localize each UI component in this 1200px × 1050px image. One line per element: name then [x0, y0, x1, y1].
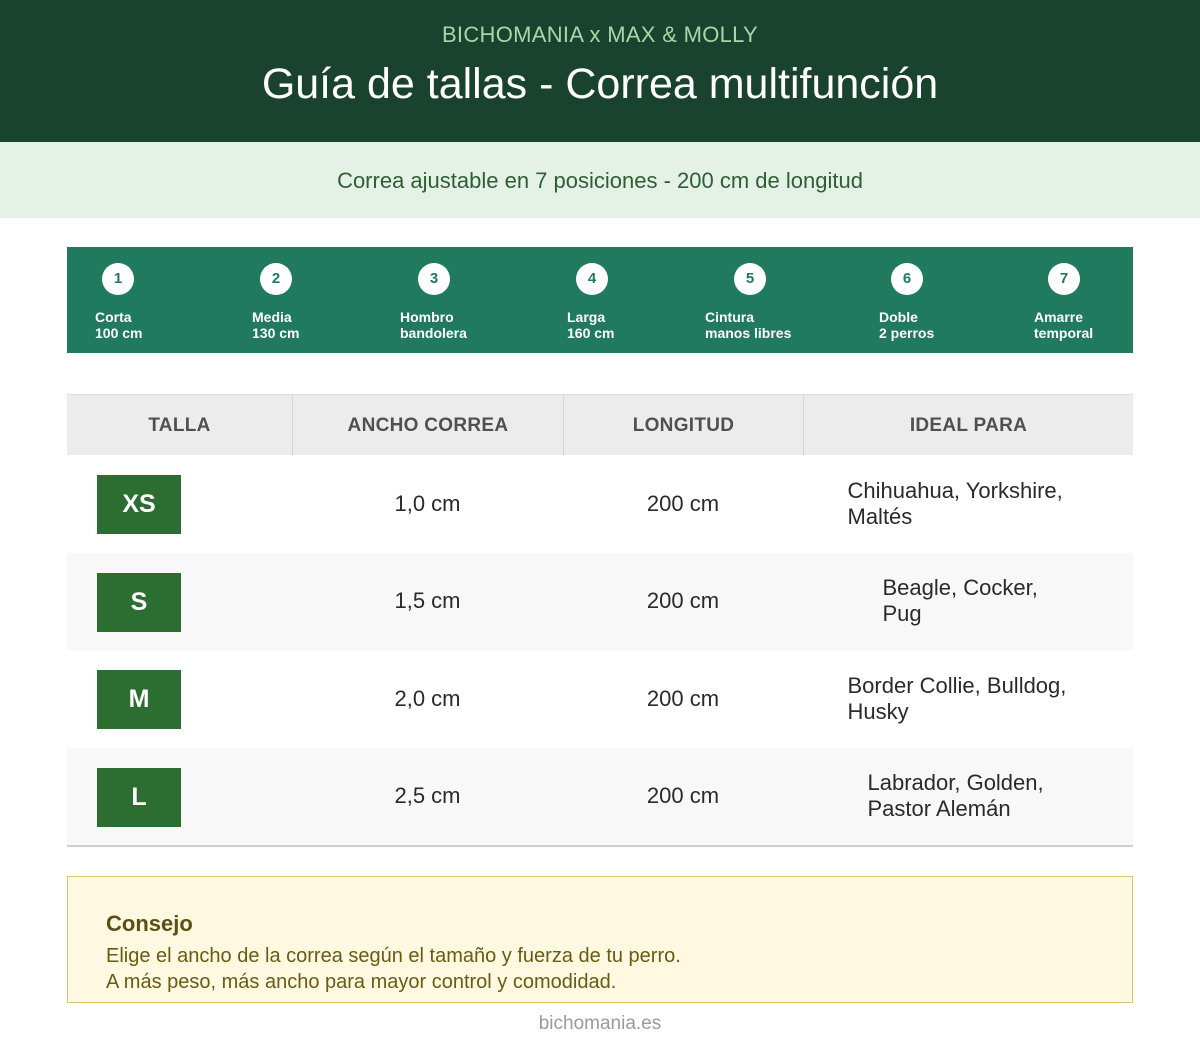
position-number-badge: 7 — [1048, 263, 1080, 295]
ideal-text: Chihuahua, Yorkshire, Maltés — [847, 477, 1063, 529]
column-header-talla: TALLA — [148, 415, 211, 436]
column-header-ancho: ANCHO CORREA — [292, 395, 563, 456]
position-item-2 — [252, 247, 402, 353]
column-header-ideal: IDEAL PARA — [803, 395, 1133, 456]
ideal-text: Beagle, Cocker, Pug — [882, 575, 1038, 627]
position-number-badge: 3 — [418, 263, 450, 295]
ideal-cell — [802, 650, 1133, 748]
length-cell: 200 cm — [646, 685, 720, 711]
tip-text — [106, 943, 681, 995]
length-cell: 200 cm — [646, 783, 720, 809]
size-badge: M — [97, 670, 181, 729]
tip-line-1: Elige el ancho de la correa según el tamaño y fuerza de tu perro. — [106, 945, 681, 967]
position-label: Amarre temporal — [1034, 309, 1094, 341]
table-row — [67, 650, 1133, 748]
position-label: Doble 2 perros — [879, 309, 935, 341]
ideal-text: Labrador, Golden, Pastor Alemán — [867, 770, 1044, 822]
subheader-text: Correa ajustable en 7 posiciones - 200 cm de longitud — [337, 168, 863, 193]
position-number-badge: 6 — [891, 263, 923, 295]
length-cell: 200 cm — [646, 588, 720, 614]
width-cell: 2,0 cm — [394, 685, 461, 711]
header — [0, 0, 1200, 142]
position-label: Hombro bandolera — [400, 309, 467, 341]
position-item-6 — [879, 247, 1029, 353]
size-badge: L — [97, 768, 181, 827]
ideal-cell — [802, 748, 1133, 846]
width-cell: 2,5 cm — [394, 783, 461, 809]
position-number-badge: 1 — [102, 263, 134, 295]
tip-box — [67, 876, 1133, 1003]
ideal-cell — [802, 455, 1133, 553]
size-badge: XS — [97, 475, 181, 534]
position-number-badge: 4 — [576, 263, 608, 295]
position-number-badge: 5 — [734, 263, 766, 295]
position-label: Corta 100 cm — [95, 309, 143, 341]
table-bottom-divider — [67, 845, 1133, 847]
brand-line: BICHOMANIA x MAX & MOLLY — [441, 22, 759, 47]
column-header-longitud: LONGITUD — [563, 395, 803, 456]
table-row — [67, 748, 1133, 846]
ideal-text: Border Collie, Bulldog, Husky — [847, 672, 1067, 724]
position-item-1 — [95, 247, 245, 353]
positions-strip — [67, 247, 1133, 353]
position-label: Media 130 cm — [252, 309, 300, 341]
position-number-badge: 2 — [260, 263, 292, 295]
width-cell: 1,0 cm — [394, 490, 461, 516]
table-header — [67, 394, 1133, 455]
page-title: Guía de tallas - Correa multifunción — [261, 60, 939, 108]
subheader-bar — [0, 142, 1200, 218]
position-item-4 — [567, 247, 717, 353]
table-row — [67, 455, 1133, 553]
size-badge: S — [97, 573, 181, 632]
footer-url: bichomania.es — [538, 1013, 662, 1034]
table-row — [67, 553, 1133, 651]
position-item-7 — [1034, 247, 1184, 353]
tip-line-2: A más peso, más ancho para mayor control y comodidad. — [106, 971, 617, 993]
position-label: Cintura manos libres — [705, 309, 792, 341]
size-table — [67, 394, 1133, 847]
position-label: Larga 160 cm — [567, 309, 615, 341]
length-cell: 200 cm — [646, 490, 720, 516]
ideal-cell — [802, 553, 1133, 651]
position-item-5 — [705, 247, 855, 353]
position-item-3 — [400, 247, 550, 353]
width-cell: 1,5 cm — [394, 588, 461, 614]
tip-title: Consejo — [106, 911, 193, 936]
